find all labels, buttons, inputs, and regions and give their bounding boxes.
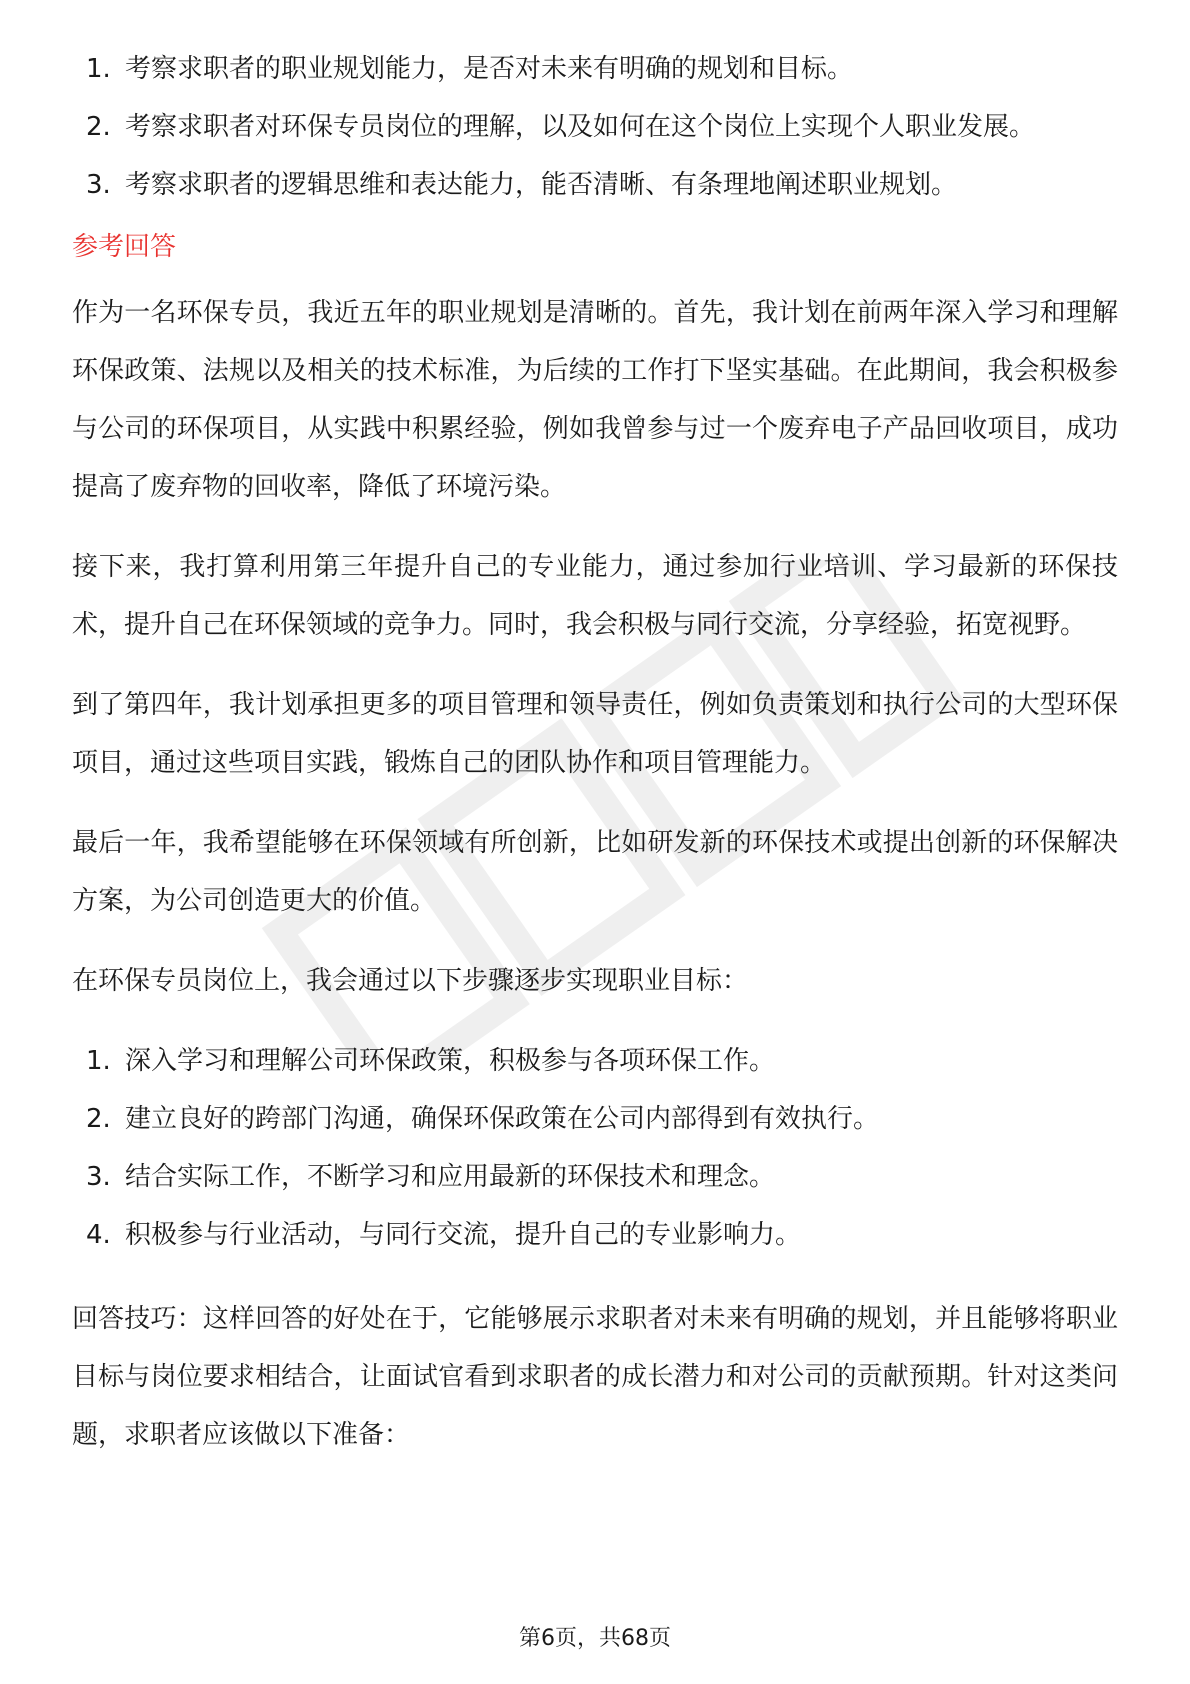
list-item-number: 3. [86, 1162, 111, 1192]
list-item [72, 1148, 1118, 1206]
career-steps-list [72, 1032, 1118, 1264]
list-item-number: 2. [86, 112, 111, 142]
answer-paragraph: 作为一名环保专员，我近五年的职业规划是清晰的。首先，我计划在前两年深入学习和理解环保政策、法规以及相关的技术标准，为后续的工作打下坚实基础。在此期间，我会积极参与公司的环保项目，从实践中积累经验，例如我曾参与过一个废弃电子产品回收项目，成功提高了废弃物的回收率，降低了环境污染。 [72, 298, 1118, 502]
list-item [72, 1206, 1118, 1264]
list-item [72, 1032, 1118, 1090]
list-item-text: 结合实际工作，不断学习和应用最新的环保技术和理念。 [125, 1162, 776, 1192]
list-item-number: 1. [86, 1046, 111, 1076]
list-item-number: 1. [86, 54, 111, 84]
list-item [72, 156, 1118, 214]
document-content [72, 40, 1118, 1486]
list-item [72, 1090, 1118, 1148]
answer-paragraph: 到了第四年，我计划承担更多的项目管理和领导责任，例如负责策划和执行公司的大型环保项目，通过这些项目实践，锻炼自己的团队协作和项目管理能力。 [72, 690, 1118, 778]
assessment-points-list [72, 40, 1118, 214]
section-title-reference-answer: 参考回答 [72, 232, 177, 262]
answer-paragraph: 在环保专员岗位上，我会通过以下步骤逐步实现职业目标： [72, 966, 749, 996]
list-item-text: 考察求职者的逻辑思维和表达能力，能否清晰、有条理地阐述职业规划。 [125, 170, 958, 200]
page-number-footer: 第6页，共68页 [519, 1626, 671, 1651]
answer-tips-paragraph: 回答技巧：这样回答的好处在于，它能够展示求职者对未来有明确的规划，并且能够将职业目标与岗位要求相结合，让面试官看到求职者的成长潜力和对公司的贡献预期。针对这类问题，求职者应该做以下准备： [72, 1304, 1118, 1450]
list-item-number: 4. [86, 1220, 111, 1250]
list-item-number: 3. [86, 170, 111, 200]
list-item-number: 2. [86, 1104, 111, 1134]
answer-paragraph: 最后一年，我希望能够在环保领域有所创新，比如研发新的环保技术或提出创新的环保解决方案，为公司创造更大的价值。 [72, 828, 1118, 916]
list-item [72, 98, 1118, 156]
list-item-text: 考察求职者的职业规划能力，是否对未来有明确的规划和目标。 [125, 54, 854, 84]
list-item [72, 40, 1118, 98]
list-item-text: 建立良好的跨部门沟通，确保环保政策在公司内部得到有效执行。 [125, 1104, 880, 1134]
list-item-text: 考察求职者对环保专员岗位的理解，以及如何在这个岗位上实现个人职业发展。 [125, 112, 1036, 142]
list-item-text: 积极参与行业活动，与同行交流，提升自己的专业影响力。 [125, 1220, 802, 1250]
list-item-text: 深入学习和理解公司环保政策，积极参与各项环保工作。 [125, 1046, 776, 1076]
answer-paragraph: 接下来，我打算利用第三年提升自己的专业能力，通过参加行业培训、学习最新的环保技术，提升自己在环保领域的竞争力。同时，我会积极与同行交流，分享经验，拓宽视野。 [72, 552, 1118, 640]
